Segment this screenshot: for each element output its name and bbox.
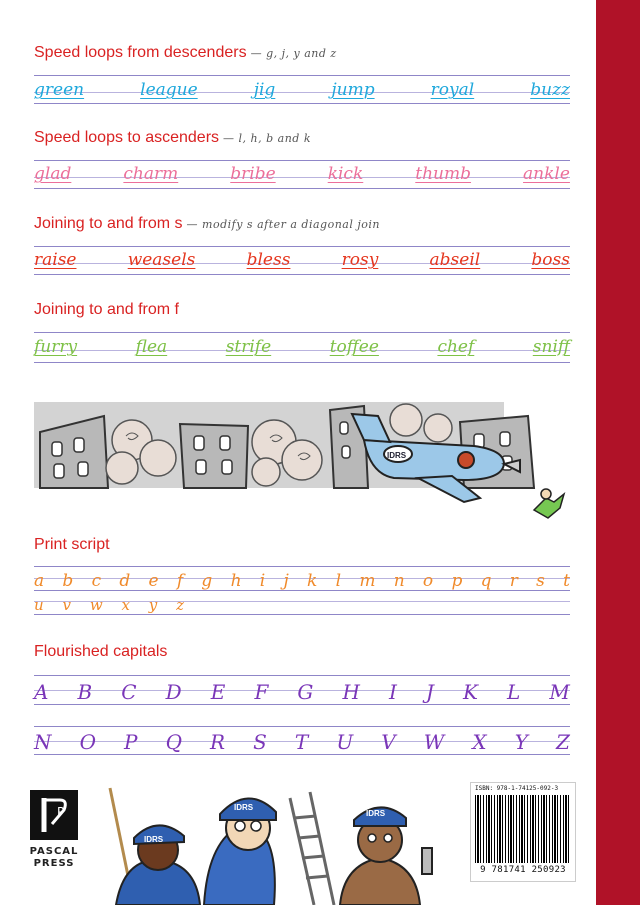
practice-word: raise bbox=[34, 250, 77, 270]
cap-badge-text: IDRS bbox=[366, 809, 386, 818]
capital-letter: Z bbox=[555, 730, 570, 754]
practice-word: charm bbox=[123, 164, 179, 184]
guide-line bbox=[34, 332, 570, 333]
guide-line bbox=[34, 754, 570, 755]
capital-letter: J bbox=[425, 680, 434, 704]
publisher-logo bbox=[30, 790, 78, 840]
print-letter: g bbox=[201, 571, 213, 591]
section-hint: — l, h, b and k bbox=[223, 132, 311, 145]
practice-word: weasels bbox=[127, 250, 196, 270]
capital-letter: V bbox=[381, 730, 396, 754]
print-letter: j bbox=[283, 571, 289, 591]
print-letter: d bbox=[119, 571, 131, 591]
practice-word: buzz bbox=[530, 80, 570, 100]
guide-line bbox=[34, 274, 570, 275]
print-letter: x bbox=[121, 596, 130, 614]
print-letter: w bbox=[89, 596, 103, 614]
word-row-f-joins bbox=[34, 337, 570, 357]
capital-letter: L bbox=[507, 680, 521, 704]
barcode-number: 9 781741 250923 bbox=[480, 865, 566, 875]
capital-letter: W bbox=[423, 730, 445, 754]
practice-word: sniff bbox=[532, 337, 570, 357]
capital-letter: D bbox=[165, 680, 182, 704]
capital-letter: N bbox=[34, 730, 52, 754]
barcode-box bbox=[470, 782, 576, 882]
guide-line bbox=[34, 726, 570, 727]
practice-word: thumb bbox=[415, 164, 472, 184]
practice-word: abseil bbox=[429, 250, 481, 270]
print-letter: t bbox=[563, 571, 570, 591]
print-letter: m bbox=[359, 571, 376, 591]
guide-line bbox=[34, 614, 570, 615]
capital-letter: A bbox=[34, 680, 49, 704]
publisher-logo-mark bbox=[30, 790, 78, 840]
practice-word: league bbox=[140, 80, 198, 100]
practice-word: jump bbox=[331, 80, 375, 100]
red-sidebar-strip bbox=[596, 0, 640, 905]
practice-word: royal bbox=[430, 80, 475, 100]
print-letter: i bbox=[259, 571, 266, 591]
practice-word: strife bbox=[225, 337, 272, 357]
print-letter: r bbox=[509, 571, 518, 591]
guide-line bbox=[34, 160, 570, 161]
capital-letter: C bbox=[121, 680, 137, 704]
publisher-name-line-1: PASCAL bbox=[29, 846, 79, 857]
print-letter: y bbox=[148, 596, 158, 614]
capital-letter: G bbox=[297, 680, 314, 704]
practice-word: chef bbox=[437, 337, 475, 357]
section-title-capitals bbox=[34, 643, 167, 661]
section-hint: — modify s after a diagonal join bbox=[186, 218, 381, 231]
capitals-row-2 bbox=[34, 730, 570, 754]
practice-word: glad bbox=[34, 164, 72, 184]
print-letter: l bbox=[335, 571, 342, 591]
section-title-text: Joining to and from f bbox=[34, 301, 179, 318]
section-title-ascenders bbox=[34, 129, 311, 147]
practice-word: toffee bbox=[329, 337, 379, 357]
practice-word: green bbox=[34, 80, 85, 100]
illustration-city-plane bbox=[34, 402, 570, 528]
print-letter: h bbox=[230, 571, 242, 591]
guide-line bbox=[34, 103, 570, 104]
capital-letter: I bbox=[388, 680, 397, 704]
illustration-characters bbox=[104, 768, 444, 905]
guide-line bbox=[34, 246, 570, 247]
print-letter: s bbox=[536, 571, 545, 591]
cap-badge-text: IDRS bbox=[234, 803, 254, 812]
guide-line bbox=[34, 188, 570, 189]
capital-letter: Q bbox=[165, 730, 182, 754]
word-row-ascenders bbox=[34, 164, 570, 184]
print-letter: c bbox=[91, 571, 102, 591]
cap-badge-text: IDRS bbox=[144, 835, 164, 844]
print-letter: o bbox=[422, 571, 434, 591]
practice-word: furry bbox=[34, 337, 78, 357]
capital-letter: B bbox=[77, 680, 93, 704]
practice-word: bribe bbox=[230, 164, 276, 184]
section-title-descenders bbox=[34, 44, 337, 62]
capital-letter: T bbox=[294, 730, 309, 754]
capital-letter: M bbox=[549, 680, 570, 704]
practice-word: boss bbox=[531, 250, 570, 270]
capital-letter: K bbox=[463, 680, 478, 704]
illustration-characters-art bbox=[104, 768, 444, 905]
capital-letter: R bbox=[210, 730, 226, 754]
section-title-text: Speed loops from descenders bbox=[34, 44, 247, 61]
capital-letter: P bbox=[124, 730, 138, 754]
publisher-name-line-2: PRESS bbox=[33, 858, 75, 869]
isbn-label: ISBN: 978-1-74125-092-3 bbox=[475, 785, 559, 792]
section-hint: — g, j, y and z bbox=[250, 47, 337, 60]
logo-mark-letter: P bbox=[57, 805, 65, 819]
practice-word: kick bbox=[327, 164, 364, 184]
practice-word: rosy bbox=[341, 250, 379, 270]
print-letter: n bbox=[393, 571, 405, 591]
section-title-text: Joining to and from s bbox=[34, 215, 183, 232]
capital-letter: H bbox=[342, 680, 360, 704]
barcode-bars bbox=[475, 795, 571, 863]
capital-letter: E bbox=[210, 680, 226, 704]
print-script-row-1 bbox=[34, 571, 570, 591]
capital-letter: U bbox=[336, 730, 354, 754]
print-letter: p bbox=[451, 571, 463, 591]
section-title-f-joins bbox=[34, 301, 179, 319]
section-title-s-joins bbox=[34, 215, 380, 233]
capital-letter: X bbox=[472, 730, 487, 754]
guide-line bbox=[34, 362, 570, 363]
capitals-row-1 bbox=[34, 680, 570, 704]
print-script-row-2 bbox=[34, 596, 184, 614]
practice-word: ankle bbox=[523, 164, 570, 184]
word-row-descenders bbox=[34, 80, 570, 100]
print-letter: q bbox=[480, 571, 492, 591]
section-title-text: Flourished capitals bbox=[34, 643, 168, 660]
print-letter: f bbox=[176, 571, 184, 591]
capital-letter: O bbox=[79, 730, 96, 754]
capital-letter: F bbox=[254, 680, 269, 704]
print-letter: z bbox=[176, 596, 184, 614]
illustration-city-plane-art bbox=[34, 402, 570, 528]
capital-letter: S bbox=[253, 730, 267, 754]
word-row-s-joins bbox=[34, 250, 570, 270]
capital-letter: Y bbox=[514, 730, 528, 754]
print-letter: b bbox=[62, 571, 74, 591]
section-title-text: Print script bbox=[34, 536, 110, 553]
plane-badge-text: IDRS bbox=[387, 451, 407, 460]
practice-word: flea bbox=[135, 337, 168, 357]
section-title-print-script bbox=[34, 536, 110, 554]
section-title-text: Speed loops to ascenders bbox=[34, 129, 220, 146]
practice-word: bless bbox=[246, 250, 291, 270]
print-letter: v bbox=[62, 596, 71, 614]
print-letter: a bbox=[34, 571, 45, 591]
guide-line bbox=[34, 675, 570, 676]
guide-line bbox=[34, 704, 570, 705]
practice-word: jig bbox=[253, 80, 276, 100]
guide-line bbox=[34, 566, 570, 567]
print-letter: e bbox=[148, 571, 159, 591]
guide-line bbox=[34, 75, 570, 76]
print-letter: k bbox=[307, 571, 318, 591]
print-letter: u bbox=[34, 596, 44, 614]
